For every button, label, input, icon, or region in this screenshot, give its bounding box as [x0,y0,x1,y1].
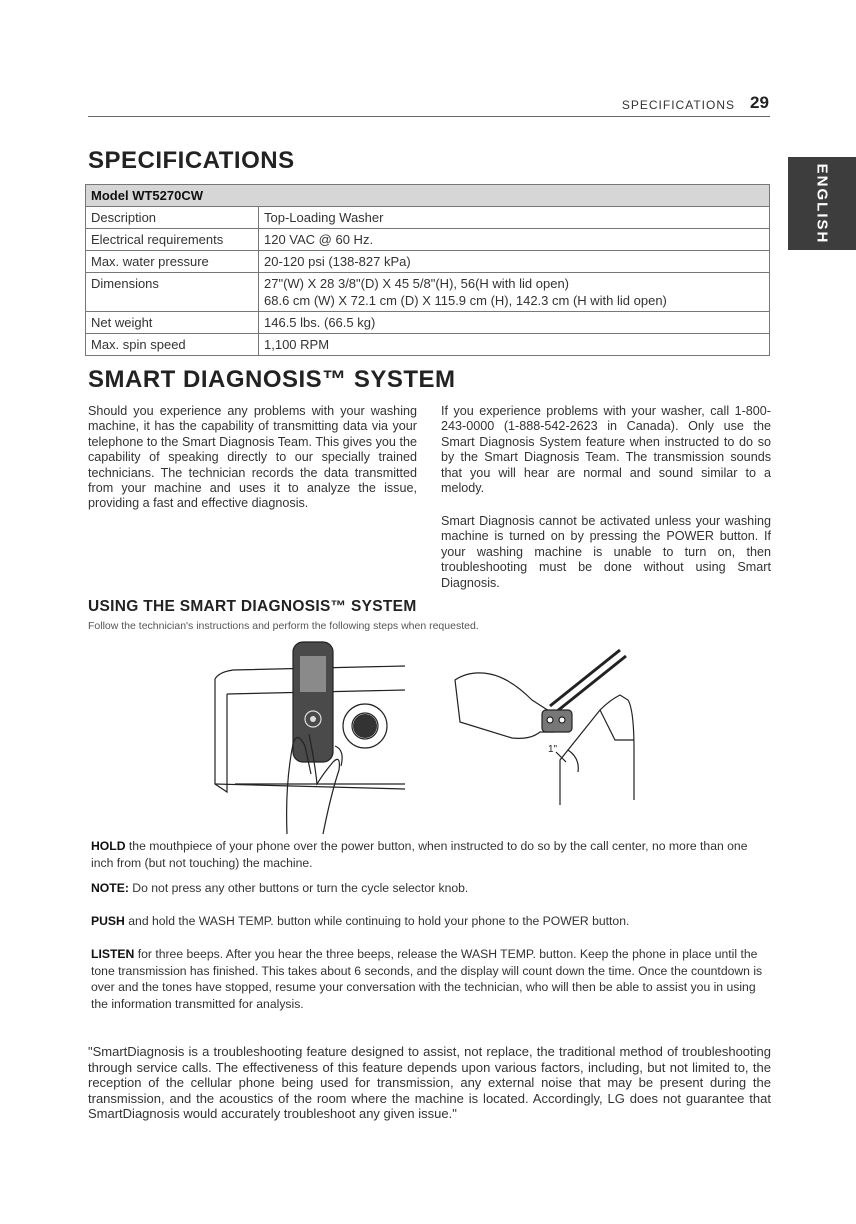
spec-value: 146.5 lbs. (66.5 kg) [259,312,770,334]
page-number: 29 [750,93,769,112]
step-listen-label: LISTEN [91,947,135,961]
step-push [91,913,771,930]
step-listen-text: for three beeps. After you hear the three beeps, release the WASH TEMP. button. Keep the phone in place until the tone transmission has finished. This takes about 6 seconds, and the display will count down the time. Once the countdown is over and the tones have stopped, resume your conversation with the technician, who will then be able to assist you in using the information transmitted for analysis. [91,947,763,1011]
table-row [86,185,770,207]
model-cell [86,185,770,207]
table-row [86,334,770,356]
step-listen [91,946,771,1012]
spec-label: Max. water pressure [86,251,259,273]
step-push-label: PUSH [91,914,125,928]
running-header-section: SPECIFICATIONS [621,98,735,112]
table-row [86,207,770,229]
spec-label: Net weight [86,312,259,334]
specifications-title: SPECIFICATIONS [88,147,295,174]
spec-label: Dimensions [86,273,259,312]
phone-icon [293,642,333,762]
spec-value: 20-120 psi (138-827 kPa) [259,251,770,273]
model-label: Model [91,188,129,203]
model-number: WT5270CW [132,188,203,203]
dimensions-metric: 68.6 cm (W) X 72.1 cm (D) X 115.9 cm (H), 142.3 cm (H with lid open) [264,293,667,308]
smart-diagnosis-title: SMART DIAGNOSIS™ SYSTEM [88,366,456,393]
distance-label: 1" [548,744,558,755]
step-hold [91,838,771,871]
one-inch-distance-illustration [450,640,650,810]
using-instructions-subtitle: Follow the technician's instructions and perform the following steps when requested. [88,620,479,632]
spec-label: Electrical requirements [86,229,259,251]
using-smart-diagnosis-heading: USING THE SMART DIAGNOSIS™ SYSTEM [88,598,417,615]
smart-diagnosis-power-note: Smart Diagnosis cannot be activated unless your washing machine is turned on by pressing the POWER button. If your washing machine is unable to turn on, then troubleshooting must be done without using Smart Diagnosis. [441,514,771,590]
spec-label: Max. spin speed [86,334,259,356]
step-hold-label: HOLD [91,839,126,853]
step-hold-text: the mouthpiece of your phone over the power button, when instructed to do so by the call center, no more than one inch from (but not touching) the machine. [91,839,748,870]
dimensions-imperial: 27"(W) X 28 3/8"(D) X 45 5/8"(H), 56(H with lid open) [264,276,570,291]
smart-diagnosis-intro: Should you experience any problems with your washing machine, it has the capability of transmitting data via your telephone to the Smart Diagnosis Team. This gives you the capability of speaking directly to our specially trained technicians. The technician records the data transmitted from your machine and uses it to analyze the issue, providing a fast and effective diagnosis. [88,404,417,511]
step-note-label: NOTE: [91,881,129,895]
step-push-text: and hold the WASH TEMP. button while continuing to hold your phone to the POWER button. [124,914,630,928]
smart-diagnosis-call-info: If you experience problems with your washer, call 1-800-243-0000 (1-888-542-2623 in Canada). Only use the Smart Diagnosis System feature when instructed to do so by the Smart Diagnosis Team. The transmission sounds that you will hear are normal and sound similar to a melody. [441,404,771,496]
phone-over-power-button-illustration [205,634,415,849]
table-row [86,229,770,251]
step-note-text: Do not press any other buttons or turn the cycle selector knob. [128,881,469,895]
spec-value: 1,100 RPM [259,334,770,356]
table-row [86,251,770,273]
hand-with-phone-icon [455,650,626,738]
spec-value: Top-Loading Washer [259,207,770,229]
language-side-tab [788,157,856,250]
cycle-knob-icon [353,714,377,738]
smart-diagnosis-disclaimer: "SmartDiagnosis is a troubleshooting feature designed to assist, not replace, the traditional method of troubleshooting through service calls. The effectiveness of this feature depends upon various factors, including, but not limited to, the reception of the cellular phone being used for transmission, any external noise that may be present during the transmission, and the acoustics of the room where the machine is located. Accordingly, LG does not guarantee that SmartDiagnosis would accurately troubleshoot any given issue." [88,1044,771,1122]
spec-value [259,273,770,312]
step-note [91,880,771,897]
spec-value: 120 VAC @ 60 Hz. [259,229,770,251]
header-rule [88,116,770,117]
table-row [86,273,770,312]
table-row [86,312,770,334]
specifications-table [85,184,770,356]
side-tab-label: ENGLISH [813,163,831,244]
spec-label: Description [86,207,259,229]
